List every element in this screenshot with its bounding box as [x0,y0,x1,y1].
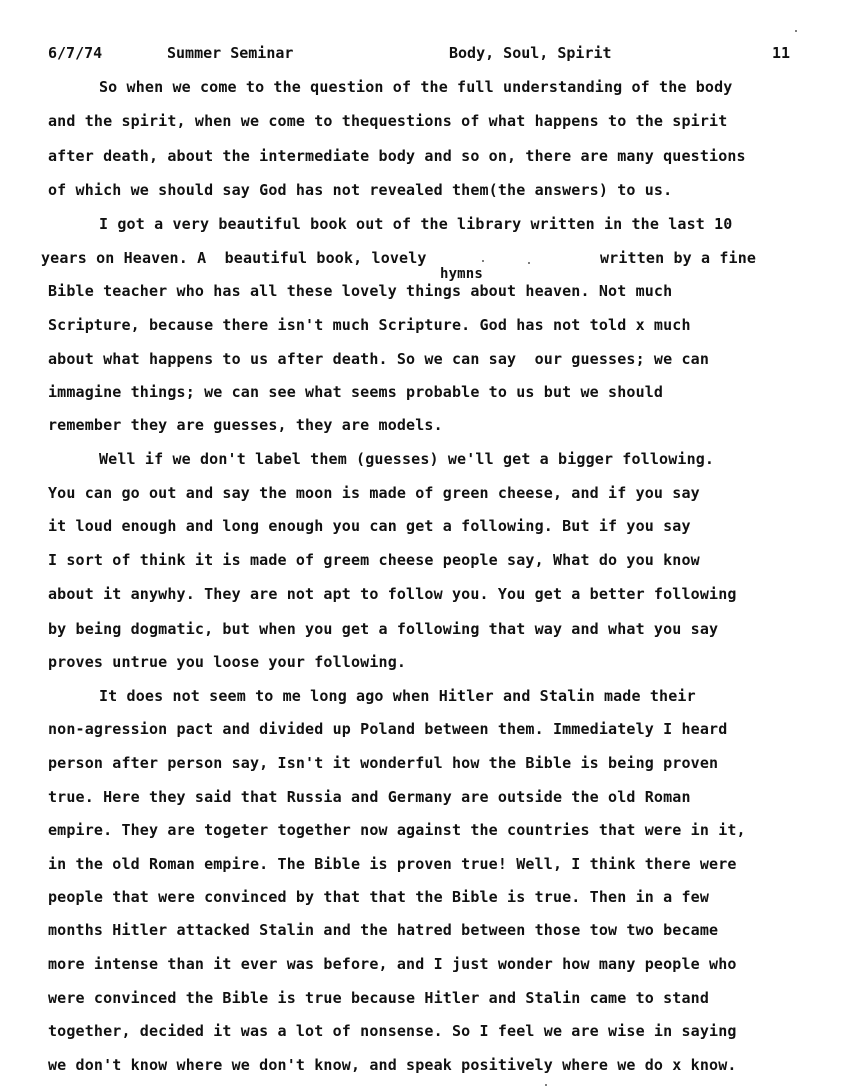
text-line: Well if we don't label them (guesses) we'll get a bigger following. [99,450,715,468]
text-line: together, decided it was a lot of nonsense. So I feel we are wise in saying [48,1022,737,1040]
header-page-number: 11 [772,44,791,62]
text-line: and the spirit, when we come to thequestions of what happens to the spirit [48,112,728,130]
text-line: in the old Roman empire. The Bible is proven true! Well, I think there were [48,855,737,873]
text-line: Scripture, because there isn't much Scripture. God has not told x much [48,316,691,334]
text-line: I got a very beautiful book out of the library written in the last 10 [99,215,733,233]
text-line: more intense than it ever was before, and I just wonder how many people who [48,955,737,973]
text-line: It does not seem to me long ago when Hitler and Stalin made their [99,687,696,705]
text-line: You can go out and say the moon is made of green cheese, and if you say [48,484,700,502]
text-line: proves untrue you loose your following. [48,653,407,671]
text-line: So when we come to the question of the full understanding of the body [99,78,733,96]
text-line: empire. They are togeter together now against the countries that were in it, [48,821,746,839]
text-line: by being dogmatic, but when you get a following that way and what you say [48,620,719,638]
text-line: about it anywhy. They are not apt to follow you. You get a better following [48,585,737,603]
scan-speck [482,260,484,262]
text-line: of which we should say God has not revealed them(the answers) to us. [48,181,673,199]
header-seminar-title: Summer Seminar [167,44,294,62]
scan-speck [528,262,530,264]
text-line: months Hitler attacked Stalin and the hatred between those tow two became [48,921,719,939]
text-line: were convinced the Bible is true because Hitler and Stalin came to stand [48,989,710,1007]
text-line: non-agression pact and divided up Poland between them. Immediately I heard [48,720,728,738]
text-line-continuation: written by a fine [600,249,757,267]
scan-speck [545,1084,547,1086]
text-line: person after person say, Isn't it wonderful how the Bible is being proven [48,754,719,772]
header-date: 6/7/74 [48,44,103,62]
text-line: immagine things; we can see what seems probable to us but we should [48,383,664,401]
text-line: it loud enough and long enough you can get a following. But if you say [48,517,691,535]
text-line: I sort of think it is made of greem cheese people say, What do you know [48,551,700,569]
interlinear-insertion: hymns [440,266,483,282]
text-line: we don't know where we don't know, and speak positively where we do x know. [48,1056,737,1074]
text-line: people that were convinced by that that the Bible is true. Then in a few [48,888,710,906]
scan-speck [795,30,797,32]
text-line: about what happens to us after death. So we can say our guesses; we can [48,350,710,368]
text-line: remember they are guesses, they are models. [48,416,443,434]
header-topic: Body, Soul, Spirit [449,44,612,62]
text-line: Bible teacher who has all these lovely things about heaven. Not much [48,282,673,300]
text-line: years on Heaven. A beautiful book, lovely [41,249,427,267]
text-line: after death, about the intermediate body and so on, there are many questions [48,147,746,165]
text-line: true. Here they said that Russia and Germany are outside the old Roman [48,788,691,806]
